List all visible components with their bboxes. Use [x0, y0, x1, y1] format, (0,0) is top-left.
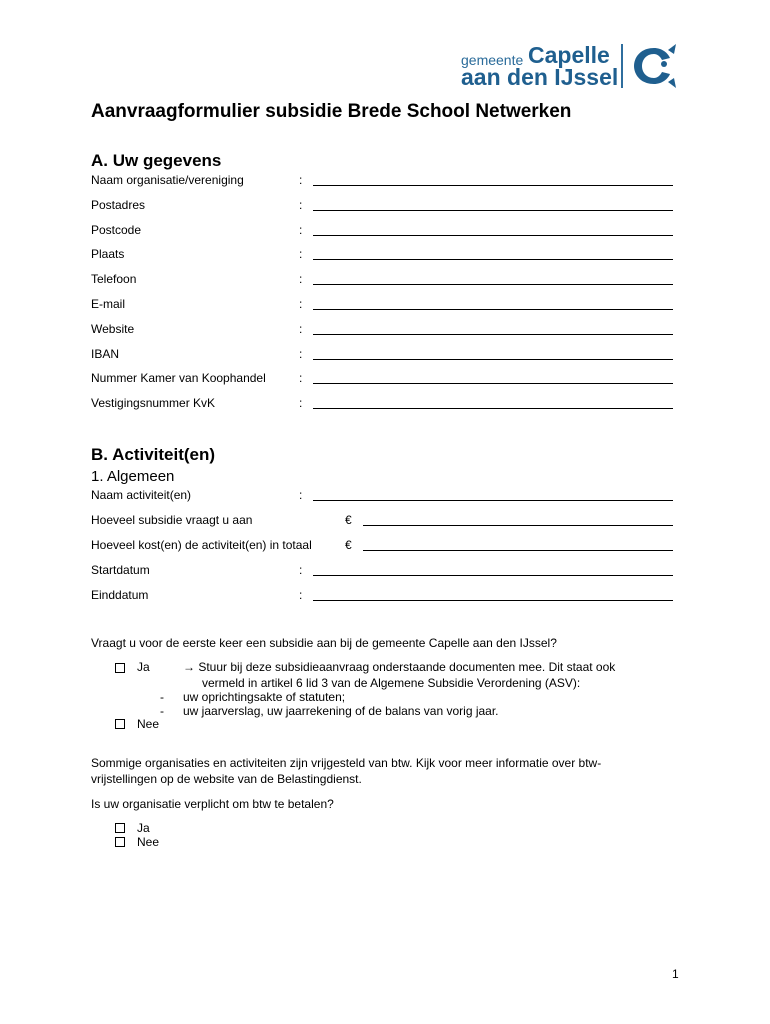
- applicant-field-label: Website: [91, 321, 135, 336]
- first-time-no-label: Nee: [137, 717, 160, 731]
- applicant-field-input-line[interactable]: [313, 333, 673, 335]
- activity-field-label: Einddatum: [91, 588, 149, 602]
- bullet-mark: -: [160, 690, 164, 704]
- bullet-mark: -: [160, 704, 164, 718]
- applicant-field-label: Postadres: [91, 197, 146, 212]
- logo-text-small: gemeente: [461, 52, 524, 68]
- field-separator: :: [299, 247, 303, 262]
- form-title: Aanvraagformulier subsidie Brede School Netwerken: [91, 101, 572, 122]
- activity-field-input-line[interactable]: [313, 599, 673, 601]
- field-separator: :: [299, 346, 303, 361]
- required-document-item: uw jaarverslag, uw jaarrekening of de balans van vorig jaar.: [183, 704, 499, 718]
- applicant-field-label: Plaats: [91, 247, 125, 262]
- activity-field-label: Naam activiteit(en): [91, 488, 192, 502]
- field-separator: :: [299, 371, 303, 386]
- applicant-field-input-line[interactable]: [313, 283, 673, 285]
- btw-info-line2: vrijstellingen op de website van de Belastingdienst.: [91, 772, 362, 786]
- page-number: 1: [672, 967, 679, 981]
- btw-no-checkbox[interactable]: [115, 837, 125, 847]
- field-separator: :: [299, 396, 303, 411]
- activity-field-label: Hoeveel kost(en) de activiteit(en) in totaal: [91, 538, 312, 552]
- btw-no-label: Nee: [137, 835, 160, 849]
- field-separator: :: [299, 588, 303, 602]
- applicant-field-label: Vestigingsnummer KvK: [91, 396, 216, 411]
- first-time-yes-checkbox[interactable]: [115, 663, 125, 673]
- activity-field-input-line[interactable]: [313, 499, 673, 501]
- field-separator: :: [299, 272, 303, 287]
- btw-yes-checkbox[interactable]: [115, 823, 125, 833]
- applicant-field-input-line[interactable]: [313, 382, 673, 384]
- applicant-field-input-line[interactable]: [313, 407, 673, 409]
- first-time-no-checkbox[interactable]: [115, 719, 125, 729]
- btw-info-line1: Sommige organisaties en activiteiten zijn vrijgesteld van btw. Kijk voor meer informatie over btw-: [91, 756, 602, 770]
- field-separator: :: [299, 563, 303, 577]
- euro-sign: €: [345, 538, 352, 552]
- btw-question: Is uw organisatie verplicht om btw te betalen?: [91, 797, 334, 811]
- applicant-field-label: Postcode: [91, 222, 142, 237]
- applicant-field-input-line[interactable]: [313, 358, 673, 360]
- activity-field-input-line[interactable]: [313, 574, 673, 576]
- field-separator: :: [299, 222, 303, 237]
- fish-emblem-icon: [628, 42, 680, 90]
- required-document-item: uw oprichtingsakte of statuten;: [183, 690, 346, 704]
- applicant-field-label: Telefoon: [91, 272, 137, 287]
- applicant-field-input-line[interactable]: [313, 234, 673, 236]
- section-b-subheading: 1. Algemeen: [91, 468, 175, 485]
- field-separator: :: [299, 321, 303, 336]
- field-separator: :: [299, 173, 303, 187]
- applicant-field-label: Nummer Kamer van Koophandel: [91, 371, 266, 386]
- logo-divider: [621, 44, 623, 88]
- field-separator: :: [299, 488, 303, 502]
- section-a-heading: A. Uw gegevens: [91, 151, 222, 170]
- first-time-yes-label: Ja: [137, 660, 150, 674]
- logo-text-line2: aan den IJssel: [461, 64, 619, 90]
- applicant-field-input-line[interactable]: [313, 184, 673, 186]
- activity-field-input-line[interactable]: [363, 524, 673, 526]
- municipality-logo: [458, 40, 683, 92]
- first-time-question: Vraagt u voor de eerste keer een subsidie aan bij de gemeente Capelle aan den IJssel?: [91, 636, 557, 650]
- activity-field-label: Startdatum: [91, 563, 150, 577]
- first-time-yes-note-line1: → Stuur bij deze subsidieaanvraag onderstaande documenten mee. Dit staat ook: [183, 660, 616, 674]
- applicant-field-label: E-mail: [91, 297, 126, 311]
- applicant-field-input-line[interactable]: [313, 209, 673, 211]
- activity-field-input-line[interactable]: [363, 549, 673, 551]
- applicant-field-input-line[interactable]: [313, 308, 673, 310]
- euro-sign: €: [345, 513, 352, 527]
- section-b-heading: B. Activiteit(en): [91, 445, 216, 464]
- applicant-field-input-line[interactable]: [313, 258, 673, 260]
- btw-yes-label: Ja: [137, 821, 150, 835]
- field-separator: :: [299, 197, 303, 212]
- applicant-field-label: Naam organisatie/vereniging: [91, 173, 244, 187]
- logo-text-line1: Capelle: [528, 42, 610, 68]
- activity-field-label: Hoeveel subsidie vraagt u aan: [91, 513, 253, 527]
- applicant-field-label: IBAN: [91, 346, 120, 361]
- first-time-yes-note-line2: vermeld in artikel 6 lid 3 van de Algemene Subsidie Verordening (ASV):: [202, 676, 581, 690]
- field-separator: :: [299, 297, 303, 311]
